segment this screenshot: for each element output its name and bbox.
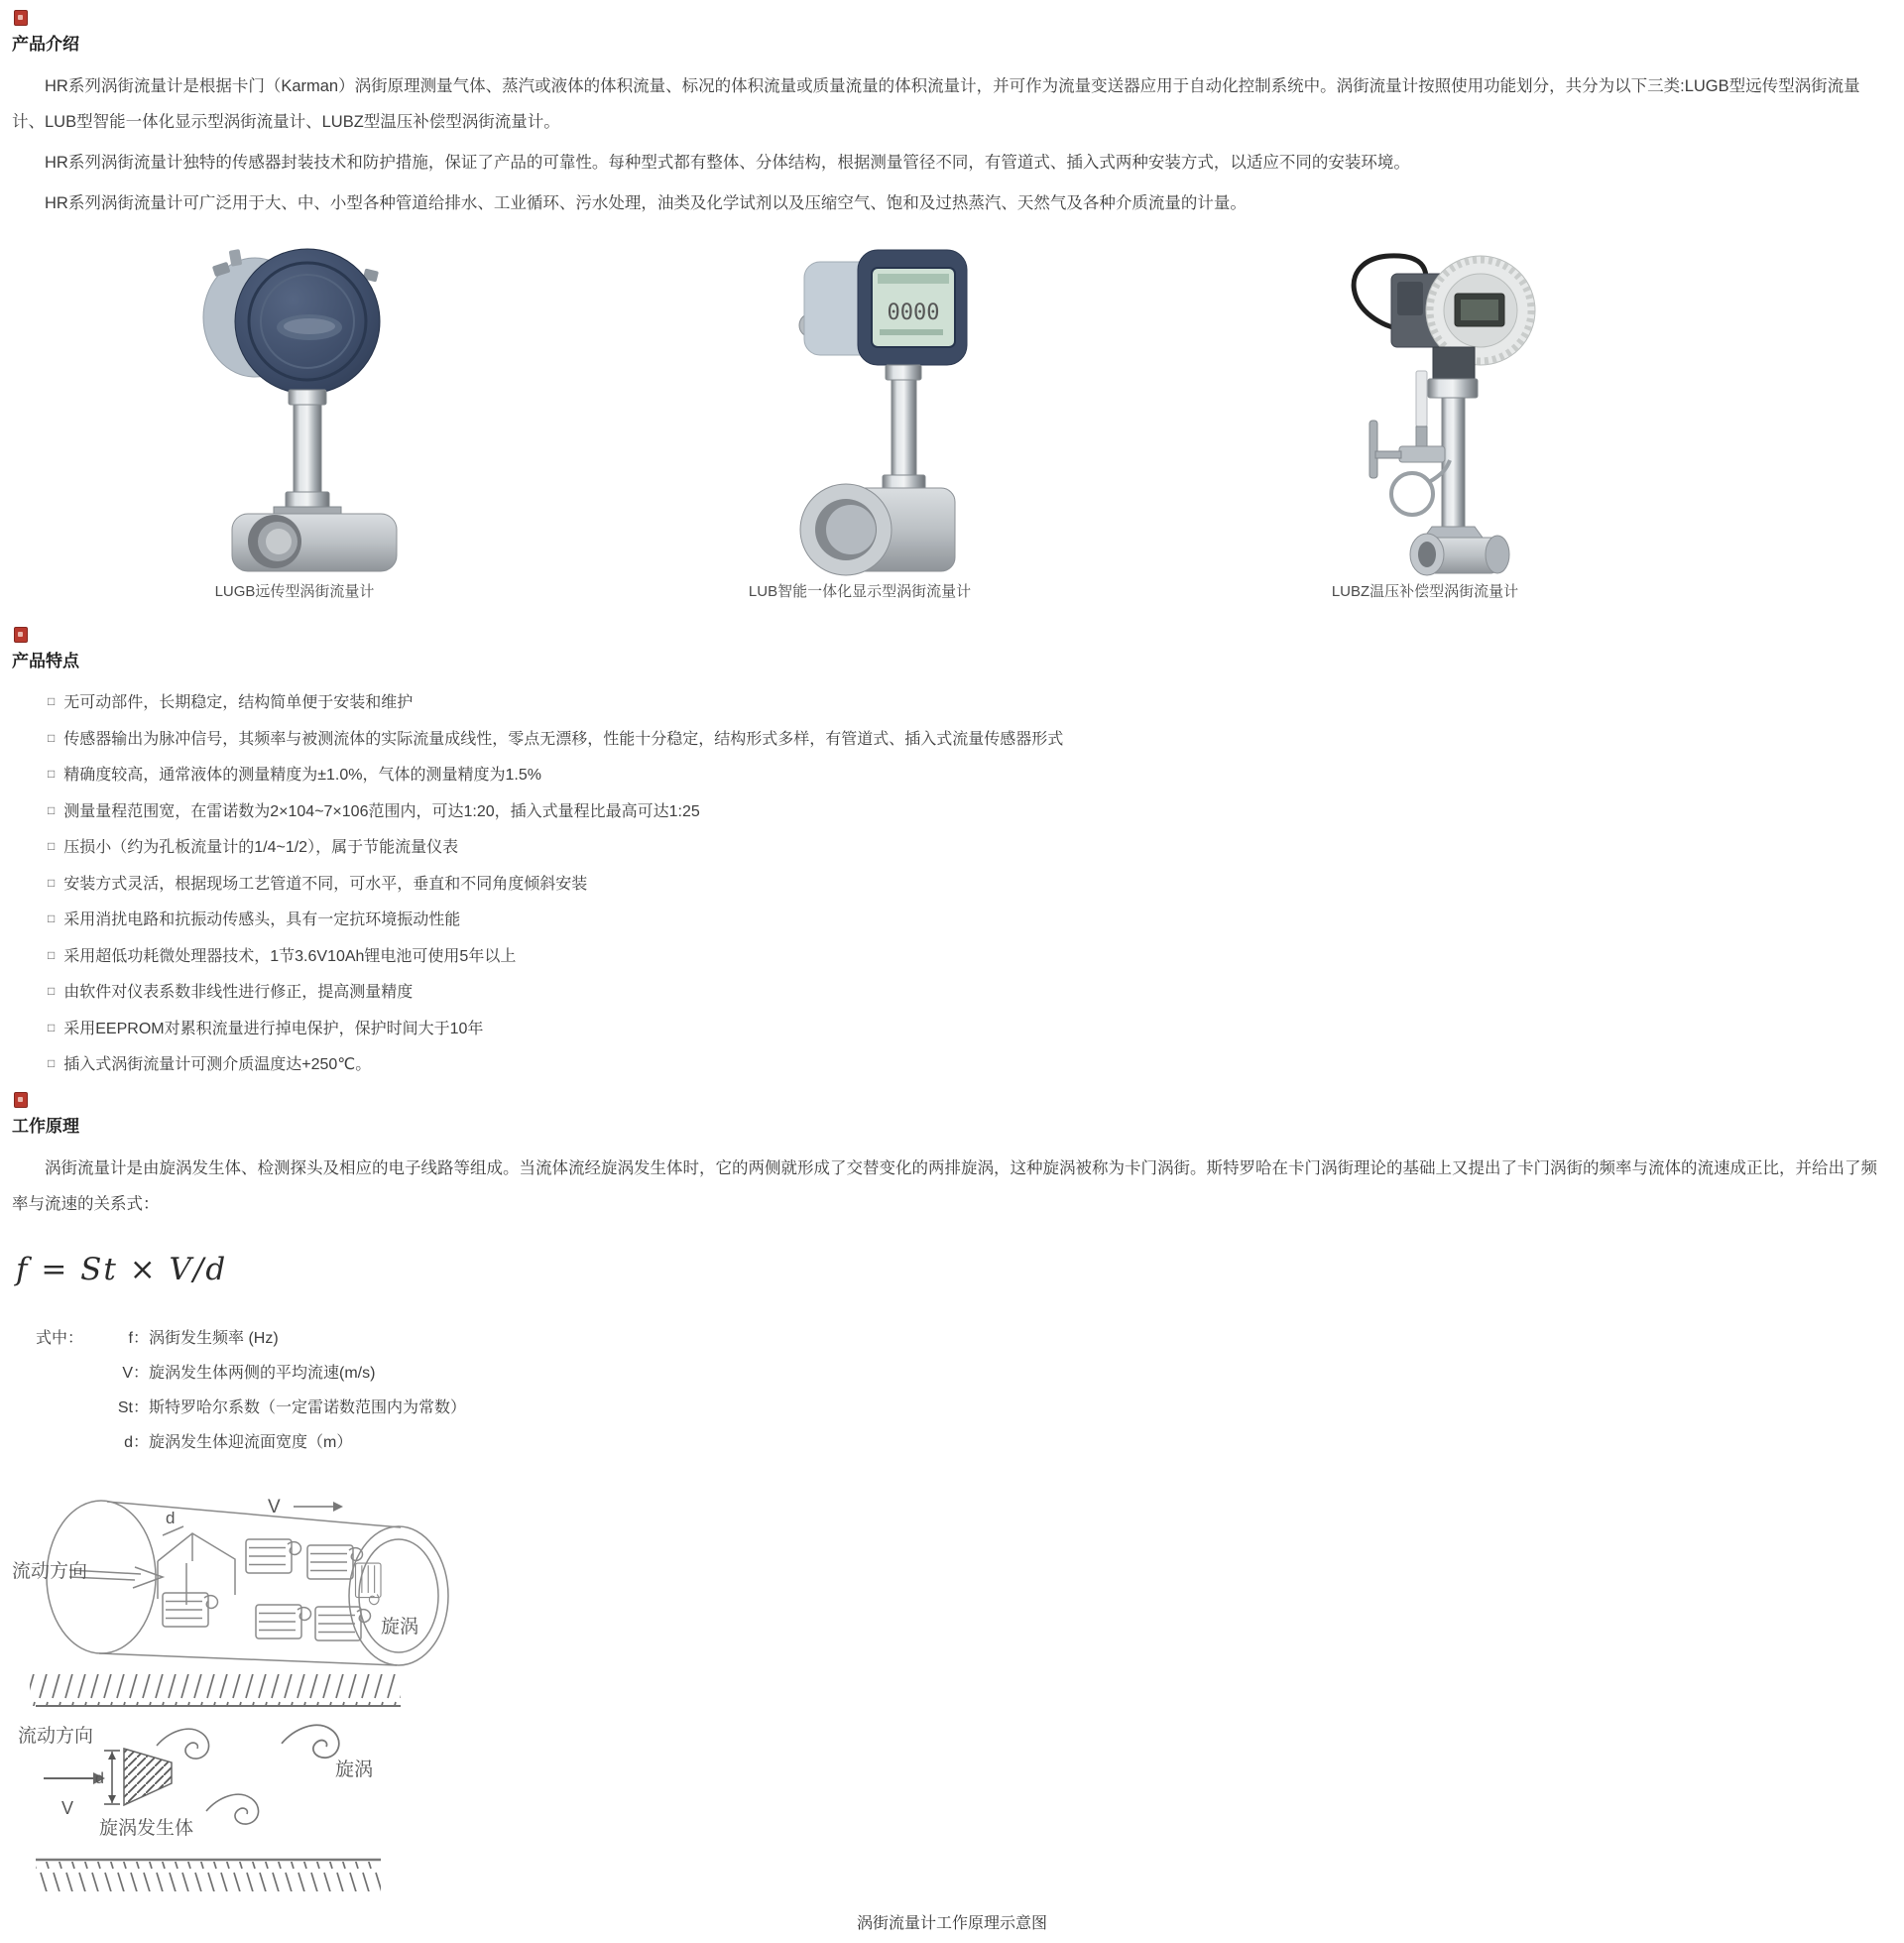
- feature-item: [48, 830, 1892, 867]
- feature-text: 无可动部件，长期稳定，结构简单便于安装和维护: [63, 694, 414, 711]
- feature-text: 测量量程范围宽，在雷诺数为2×104~7×106范围内，可达1:20，插入式量程比最高可达1:25: [63, 802, 700, 820]
- principle-paragraph: 涡街流量计是由旋涡发生体、检测探头及相应的电子线路等组成。当流体流经旋涡发生体时，它的两侧就形成了交替变化的两排旋涡，这种旋涡被称为卡门涡街。斯特罗哈在卡门涡街理论的基础上又提出了卡门涡街的频率与流体的流速成正比，并给出了频率与流速的关系式：: [12, 1158, 1877, 1213]
- definition-term: d: [124, 1433, 133, 1451]
- feature-text: 采用EEPROM对累积流量进行掉电保护，保护时间大于10年: [63, 1020, 484, 1037]
- broken-image-icon: [14, 1092, 28, 1108]
- square-bullet-icon: □: [48, 875, 56, 890]
- diagram-caption: 涡街流量计工作原理示意图: [856, 1914, 1047, 1932]
- product-figures: [12, 227, 1892, 601]
- definition-colon: ：: [133, 1398, 150, 1416]
- velocity-label: V: [268, 1496, 281, 1518]
- principle-diagrams: [12, 1478, 1892, 1910]
- feature-text: 安装方式灵活，根据现场工艺管道不同，可水平，垂直和不同角度倾斜安装: [63, 875, 588, 893]
- square-bullet-icon: □: [48, 984, 56, 998]
- intro-paragraph-3: HR系列涡街流量计可广泛用于大、中、小型各种管道给排水、工业循环、污水处理，油类及化学试剂以及压缩空气、饱和及过热蒸汽、天然气及各种介质流量的计量。: [45, 194, 1247, 212]
- square-bullet-icon: □: [48, 911, 56, 925]
- d-label: d: [95, 1769, 104, 1787]
- d-label: d: [166, 1508, 176, 1527]
- feature-item: [48, 939, 1892, 976]
- feature-text: 压损小（约为孔板流量计的1/4~1/2），属于节能流量仪表: [63, 839, 459, 856]
- definition-desc: 斯特罗哈尔系数（一定雷诺数范围内为常数）: [149, 1398, 467, 1416]
- feature-item: [48, 1047, 1892, 1084]
- definition-desc: 涡街发生频率 (Hz): [149, 1329, 279, 1347]
- definition-term: f: [128, 1329, 133, 1347]
- vortex-label: 旋涡: [335, 1759, 374, 1780]
- definition-term: St: [117, 1398, 133, 1416]
- broken-image-icon: [14, 627, 28, 643]
- product-photo-lub: [741, 227, 979, 576]
- definition-term: V: [122, 1364, 133, 1382]
- definition-colon: ：: [133, 1329, 150, 1347]
- feature-item: [48, 758, 1892, 794]
- feature-text: 采用消扰电路和抗振动传感头，具有一定抗环境振动性能: [63, 911, 461, 928]
- product-caption-lubz: LUBZ温压补偿型涡街流量计: [1331, 583, 1519, 600]
- karman-formula: f = St × V/d: [16, 1251, 228, 1287]
- square-bullet-icon: □: [48, 947, 56, 962]
- vortex-label: 旋涡: [381, 1616, 419, 1638]
- flow-direction-label: 流动方向: [18, 1725, 94, 1747]
- product-figure-lubz: [1142, 227, 1708, 601]
- formula-definitions: [36, 1321, 1892, 1460]
- intro-paragraph-2: HR系列涡街流量计独特的传感器封装技术和防护措施，保证了产品的可靠性。每种型式都有整体、分体结构，根据测量管径不同，有管道式、插入式两种安装方式，以适应不同的安装环境。: [45, 154, 1410, 172]
- feature-text: 插入式涡街流量计可测介质温度达+250℃。: [63, 1056, 372, 1073]
- square-bullet-icon: □: [48, 839, 56, 853]
- product-figure-lub: [577, 227, 1142, 601]
- pipe-vortex-diagram: [12, 1478, 478, 1716]
- definition-lead: 式中：: [36, 1329, 84, 1347]
- broken-image-icon: [14, 10, 28, 26]
- lcd-reading: 0000: [887, 301, 940, 325]
- feature-item: [48, 903, 1892, 939]
- product-caption-lugb: LUGB远传型涡街流量计: [214, 583, 375, 600]
- feature-text: 由软件对仪表系数非线性进行修正，提高测量精度: [63, 984, 414, 1001]
- section-title-features: 产品特点: [12, 652, 79, 670]
- lub-flowmeter-image: [741, 234, 979, 576]
- definition-colon: ：: [133, 1364, 150, 1382]
- square-bullet-icon: □: [48, 802, 56, 817]
- section-title-intro: 产品介绍: [12, 35, 79, 54]
- definition-row: [36, 1425, 1892, 1460]
- vortex-generator-label: 旋涡发生体: [99, 1817, 194, 1839]
- product-caption-lub: LUB智能一体化显示型涡街流量计: [748, 583, 972, 600]
- flow-direction-label: 流动方向: [12, 1560, 88, 1582]
- square-bullet-icon: □: [48, 694, 56, 708]
- definition-row: [36, 1391, 1892, 1425]
- feature-item: [48, 722, 1892, 759]
- lubz-flowmeter-image: [1306, 234, 1544, 576]
- feature-text: 传感器输出为脉冲信号，其频率与被测流体的实际流量成线性，零点无漂移，性能十分稳定，结构形式多样，有管道式、插入式流量传感器形式: [63, 730, 1064, 748]
- definition-colon: ：: [133, 1433, 150, 1451]
- feature-list: [12, 685, 1892, 1084]
- feature-text: 精确度较高，通常液体的测量精度为±1.0%，气体的测量精度为1.5%: [63, 767, 541, 784]
- product-photo-lubz: [1306, 227, 1544, 576]
- definition-row: [36, 1356, 1892, 1391]
- feature-text: 采用超低功耗微处理器技术，1节3.6V10Ah锂电池可使用5年以上: [63, 947, 517, 965]
- product-figure-lugb: [12, 227, 577, 601]
- feature-item: [48, 794, 1892, 831]
- square-bullet-icon: □: [48, 1020, 56, 1034]
- velocity-label: V: [61, 1797, 74, 1818]
- feature-item: [48, 975, 1892, 1012]
- feature-item: [48, 867, 1892, 904]
- feature-item: [48, 685, 1892, 722]
- square-bullet-icon: □: [48, 1056, 56, 1070]
- lugb-flowmeter-image: [176, 234, 414, 576]
- product-photo-lugb: [176, 227, 414, 576]
- definition-row: [36, 1321, 1892, 1356]
- square-bullet-icon: □: [48, 767, 56, 781]
- intro-paragraph-1: HR系列涡街流量计是根据卡门（Karman）涡街原理测量气体、蒸汽或液体的体积流量、标况的体积流量或质量流量的体积流量计，并可作为流量变送器应用于自动化控制系统中。涡街流量计按照使用功能划分，共分为以下三类:LUGB型远传型涡街流量计、LUB型智能一体化显示型涡街流量计、LUBZ型温压补偿型涡街流量计。: [12, 77, 1860, 131]
- section-title-principle: 工作原理: [12, 1116, 79, 1136]
- feature-item: [48, 1012, 1892, 1048]
- definition-desc: 旋涡发生体两侧的平均流速(m/s): [149, 1364, 376, 1382]
- definition-desc: 旋涡发生体迎流面宽度（m）: [149, 1433, 353, 1451]
- bluff-body-diagram: [12, 1722, 478, 1910]
- square-bullet-icon: □: [48, 730, 56, 745]
